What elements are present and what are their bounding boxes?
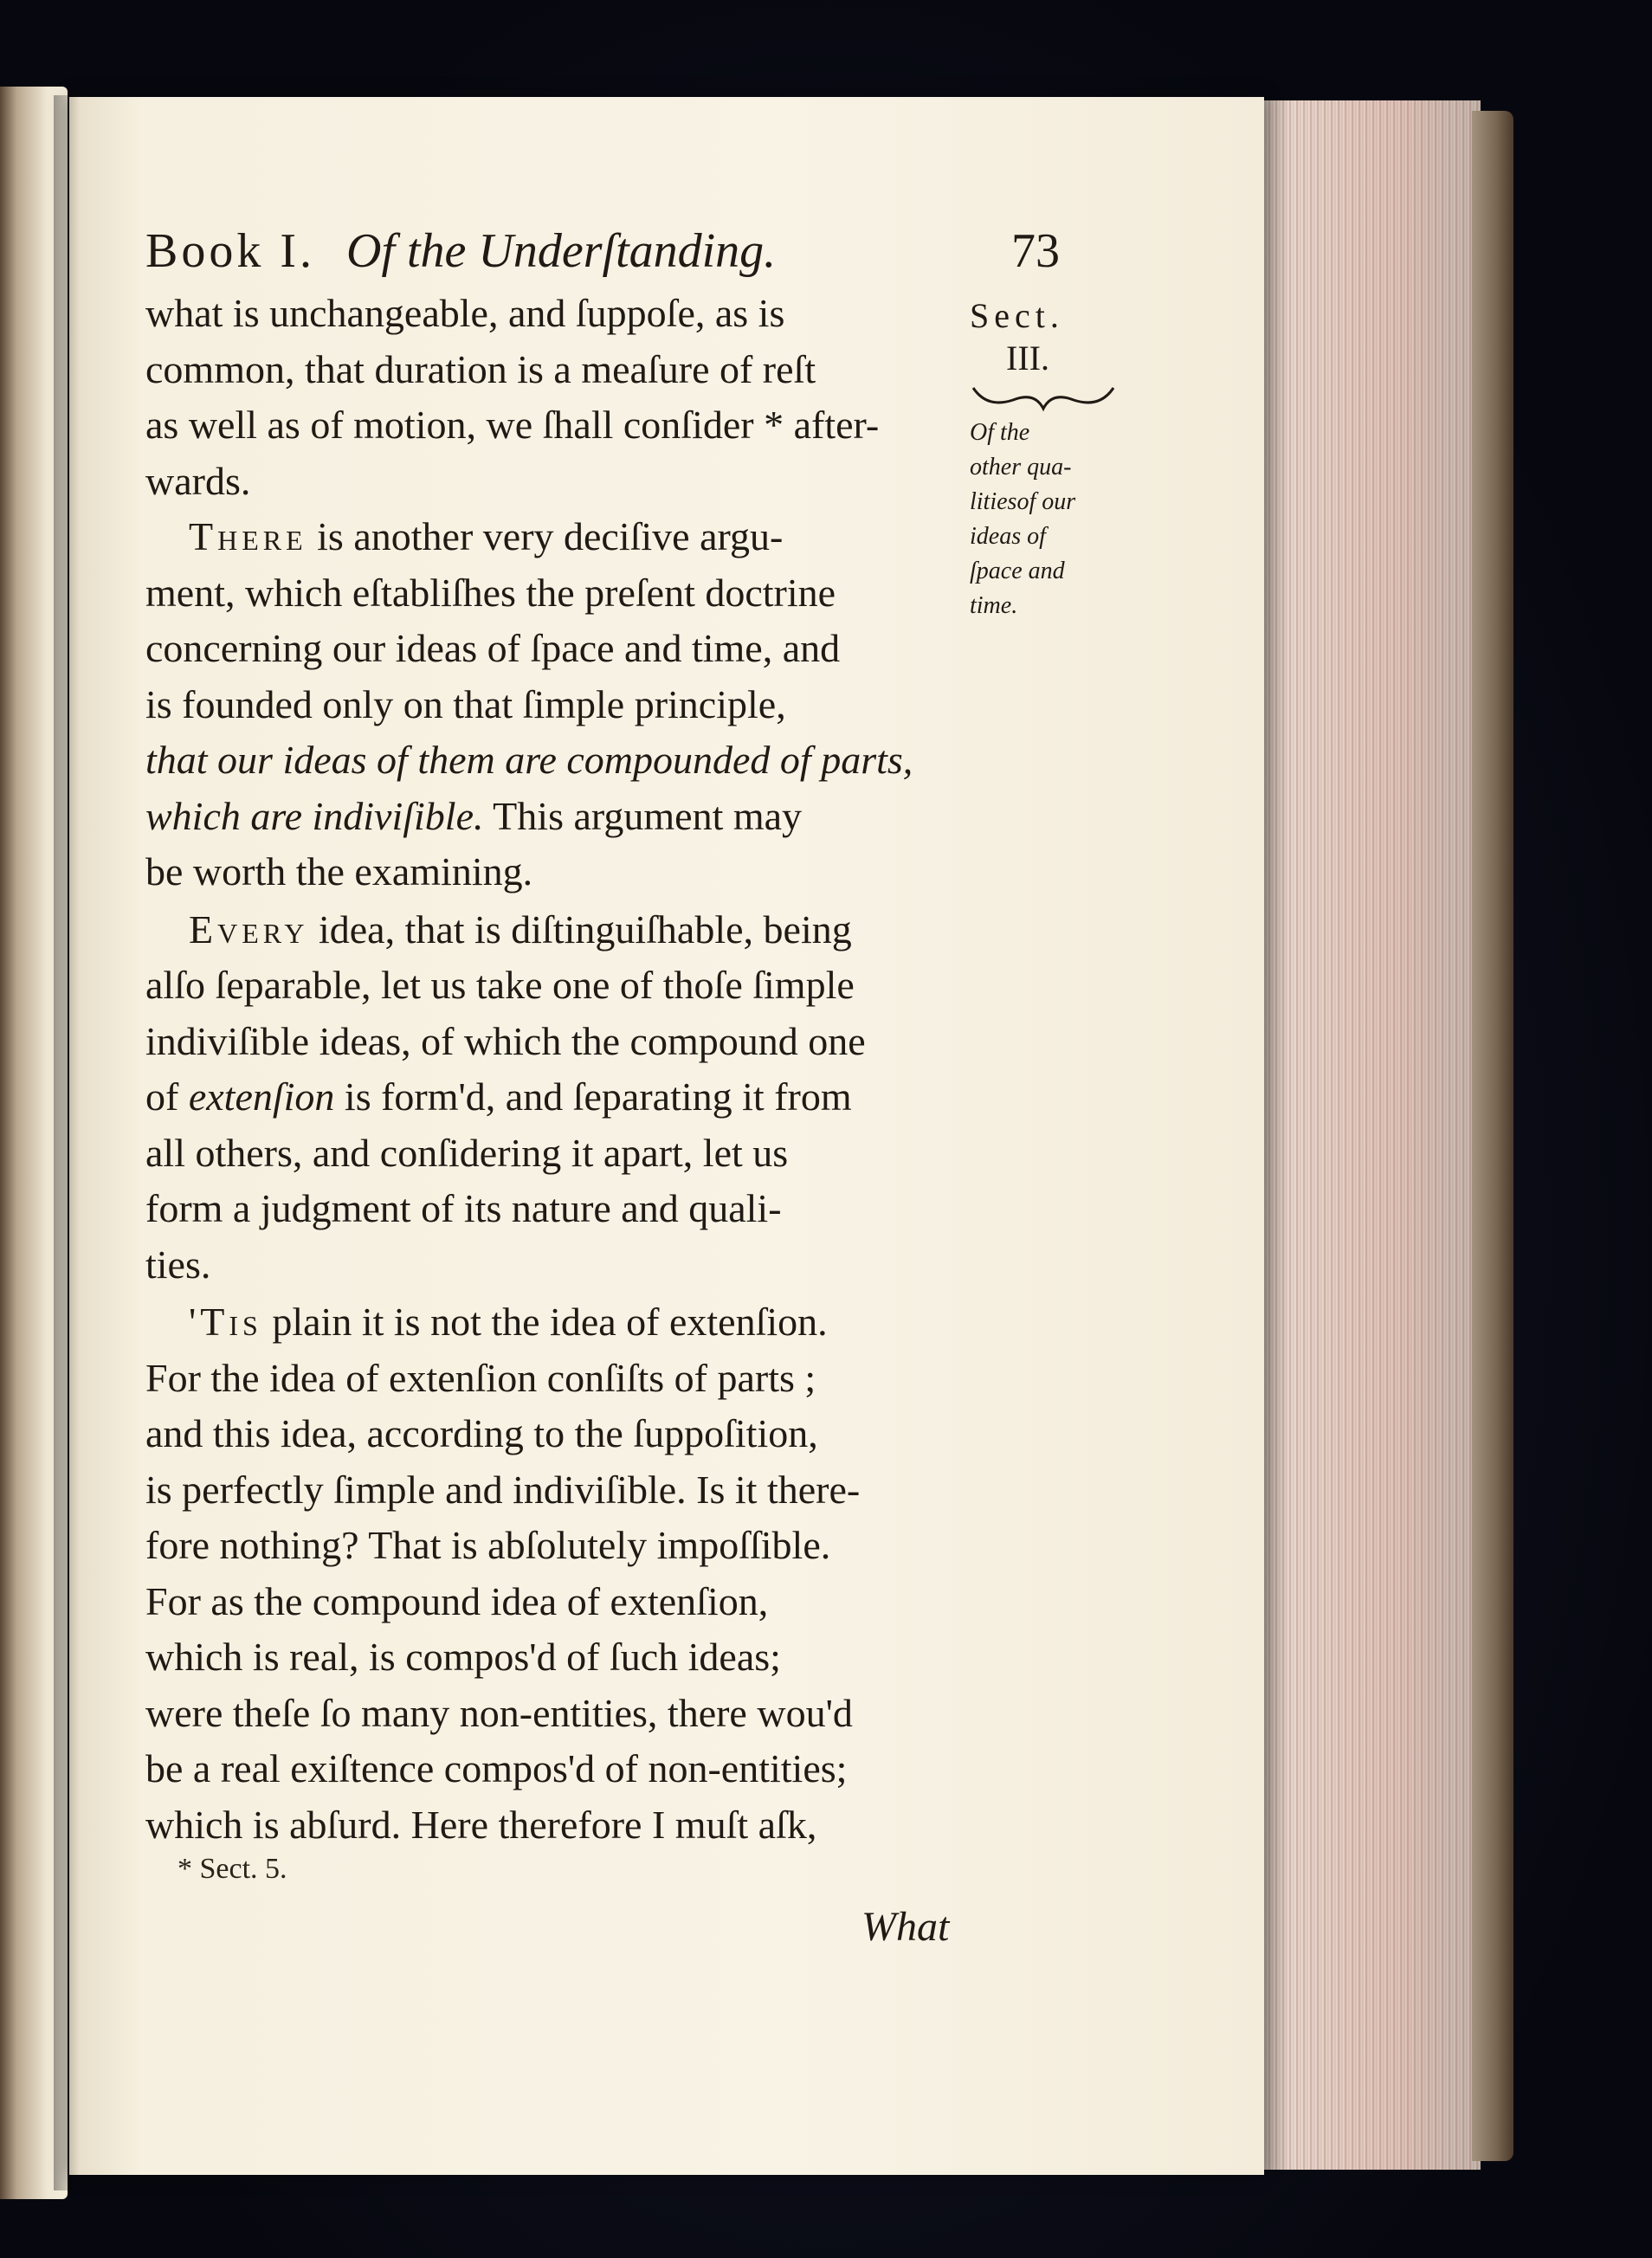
text-line: and this idea, according to the ſuppoſition, [145, 1411, 818, 1455]
catchword: What [861, 1904, 950, 1950]
text-line: were theſe ſo many non-entities, there wou'd [145, 1690, 853, 1735]
margin-line: time. [970, 592, 1018, 619]
text-line: what is unchangeable, and ſuppoſe, as is [145, 291, 785, 335]
text-line: fore nothing? That is abſolutely impoſſible. [145, 1523, 831, 1567]
text-line: plain it is not the idea of extenſion. [261, 1300, 828, 1344]
body-text [145, 286, 959, 1853]
gutter-shadow [54, 95, 80, 2190]
paragraph-4 [145, 1294, 959, 1853]
paragraph-lead: Every [189, 906, 309, 952]
text-line: is founded only on that ſimple principle, [145, 681, 786, 726]
margin-line: ideas of [970, 523, 1046, 550]
text-line: idea, that is diſtinguiſhable, being [308, 906, 852, 952]
text-line: indiviſible ideas, of which the compound one [145, 1018, 866, 1063]
text-line: For the idea of extenſion conſiſts of parts ; [145, 1355, 816, 1400]
book-cover-edge [1472, 111, 1513, 2161]
text-line: form a judgment of its nature and quali- [145, 1186, 782, 1230]
brace-icon [970, 383, 1117, 414]
paragraph-2 [145, 509, 959, 900]
header-title: Of the Underſtanding. [346, 224, 777, 278]
text-line: all others, and conſidering it apart, let us [145, 1130, 789, 1175]
page-number: 73 [1011, 224, 1060, 278]
text-line: common, that duration is a meaſure of reſt [145, 346, 816, 391]
section-description [970, 416, 1117, 623]
section-label: Sect. [970, 296, 1064, 335]
text-line: which is abſurd. Here therefore I muſt aſk, [145, 1802, 817, 1847]
text-line: ties. [145, 1242, 211, 1287]
text-line: ment, which eſtabliſhes the preſent doctrine [145, 570, 836, 615]
italic-line: that our ideas of them are compounded of parts, [145, 738, 913, 782]
footnote: * Sect. 5. [177, 1853, 287, 1885]
page-block-edge [1264, 100, 1481, 2170]
paragraph-lead: 'Tis [189, 1300, 262, 1344]
text-line: be worth the examining. [145, 849, 533, 894]
running-header [145, 216, 1098, 286]
paragraph-lead: There [189, 514, 307, 558]
text-line: is perfectly ſimple and indiviſible. Is it there- [145, 1467, 861, 1512]
text-line: which is real, is compos'd of ſuch ideas; [145, 1635, 781, 1679]
text-line: wards. [145, 458, 251, 503]
text-line: For as the compound idea of extenſion, [145, 1578, 769, 1623]
paragraph-1 [145, 286, 959, 509]
margin-line: Of the [970, 419, 1030, 446]
margin-line: litiesof our [970, 488, 1076, 515]
text-line: concerning our ideas of ſpace and time, and [145, 626, 841, 670]
text-line: alſo ſeparable, let us take one of thoſe ſimple [145, 963, 855, 1007]
text-fragment: of [145, 1074, 189, 1119]
text-line: is another very deciſive argu- [307, 514, 784, 558]
section-number: III. [1006, 339, 1049, 377]
margin-line: other qua- [970, 454, 1072, 481]
italic-word: extenſion [188, 1074, 335, 1119]
paragraph-3 [145, 902, 959, 1294]
text-line: as well as of motion, we ſhall conſider * after- [145, 403, 880, 447]
margin-line: ſpace and [970, 558, 1065, 584]
italic-line: which are indiviſible. [145, 793, 484, 838]
text-line: be a real exiſtence compos'd of non-entities; [145, 1746, 848, 1790]
text-fragment: is form'd, and ſeparating it from [334, 1074, 852, 1119]
text-line: This argument may [483, 793, 803, 838]
header-book: Book I. [145, 224, 315, 278]
margin-note [970, 294, 1126, 623]
